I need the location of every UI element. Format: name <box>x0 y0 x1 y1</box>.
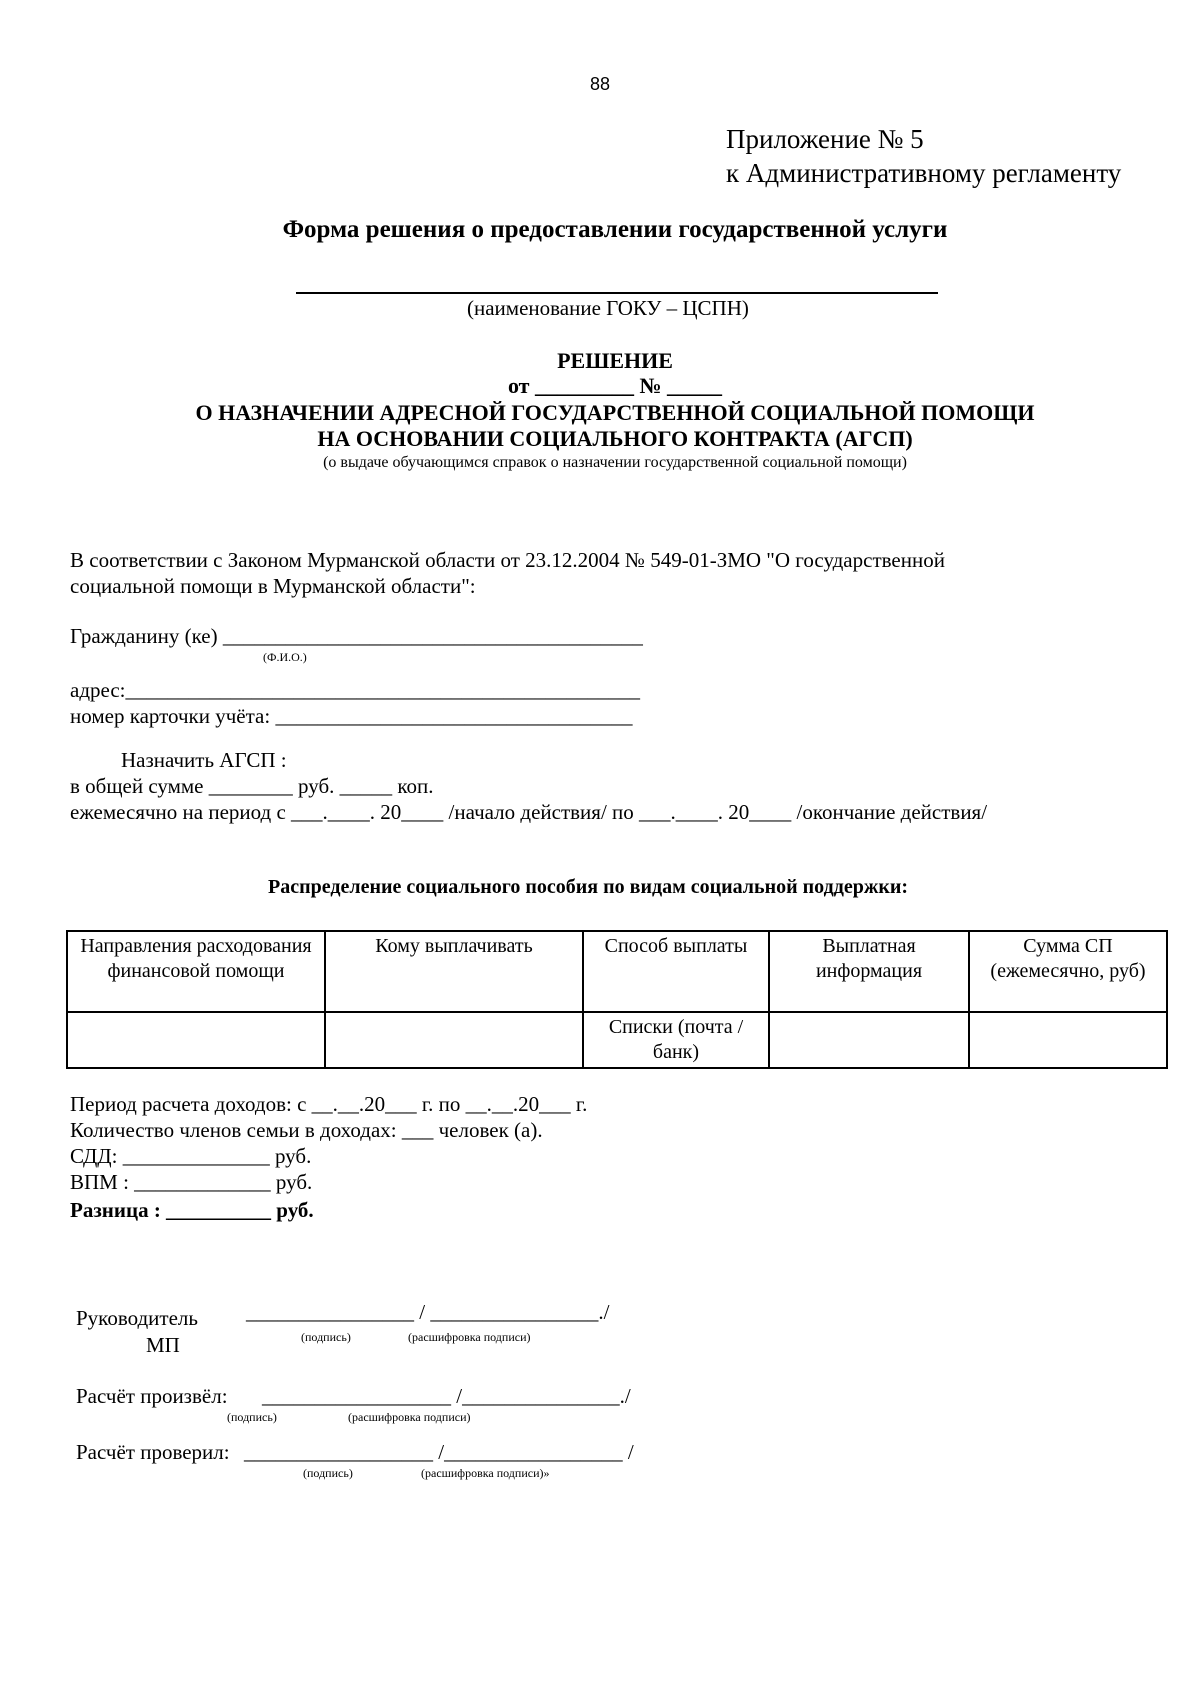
table-cell <box>769 1012 969 1068</box>
decision-subject-line-2: НА ОСНОВАНИИ СОЦИАЛЬНОГО КОНТРАКТА (АГСП) <box>317 426 913 451</box>
calc-label: Расчёт произвёл: <box>76 1384 228 1408</box>
table-header-row <box>67 931 1167 1012</box>
table-cell <box>325 1012 583 1068</box>
head-label: Руководитель <box>76 1306 198 1330</box>
decision-title: РЕШЕНИЕ <box>557 348 673 373</box>
stamp-label: МП <box>146 1333 180 1357</box>
check-signature-lines: __________________ /_________________ / <box>244 1440 634 1464</box>
appendix-header <box>726 122 1121 190</box>
preamble-line-2: социальной помощи в Мурманской области": <box>70 574 476 598</box>
check-name-caption: (расшифровка подписи)» <box>421 1466 550 1480</box>
page-number: 88 <box>589 74 611 94</box>
table-row <box>67 1012 1167 1068</box>
header-cell: Направления расходования финансовой помощи <box>67 931 325 1012</box>
head-name-caption: (расшифровка подписи) <box>408 1330 531 1344</box>
distribution-title: Распределение социального пособия по видам социальной поддержки: <box>268 876 909 898</box>
table-cell <box>969 1012 1167 1068</box>
income-period: Период расчета доходов: с __.__.20___ г. по __.__.20___ г. <box>70 1092 588 1116</box>
calc-signature-lines: __________________ /_______________./ <box>262 1384 631 1408</box>
head-signature-lines: ________________ / ________________./ <box>246 1300 610 1324</box>
fio-caption: (Ф.И.О.) <box>263 650 307 664</box>
header-cell: Выплатная информация <box>769 931 969 1012</box>
org-name-caption: (наименование ГОКУ – ЦСПН) <box>467 296 749 320</box>
table-cell <box>67 1012 325 1068</box>
vpm-field: ВПМ : _____________ руб. <box>70 1170 313 1194</box>
decision-note: (о выдаче обучающимся справок о назначении государственной социальной помощи) <box>323 454 907 471</box>
address-field: адрес:_________________________________________________ <box>70 678 641 702</box>
header-cell: Кому выплачивать <box>325 931 583 1012</box>
distribution-table <box>66 930 1168 1069</box>
check-label: Расчёт проверил: <box>76 1440 230 1464</box>
preamble-line-1: В соответствии с Законом Мурманской области от 23.12.2004 № 549-01-ЗМО "О государственной <box>70 548 945 572</box>
check-signature-caption: (подпись) <box>303 1466 353 1480</box>
family-members: Количество членов семьи в доходах: ___ человек (а). <box>70 1118 543 1142</box>
header-cell: Способ выплаты <box>583 931 769 1012</box>
header-cell: Сумма СП (ежемесячно, руб) <box>969 931 1167 1012</box>
org-name-line <box>296 292 938 294</box>
calc-signature-caption: (подпись) <box>227 1410 277 1424</box>
appendix-line-2: к Административному регламенту <box>726 158 1122 188</box>
sdd-field: СДД: ______________ руб. <box>70 1144 312 1168</box>
citizen-field: Гражданину (ке) ________________________________________ <box>70 624 643 648</box>
table-cell: Списки (почта / банк) <box>583 1012 769 1068</box>
decision-date-number: от _________ № _____ <box>507 373 723 398</box>
head-signature-caption: (подпись) <box>301 1330 351 1344</box>
difference-field: Разница : __________ руб. <box>70 1198 314 1222</box>
assign-sum: в общей сумме ________ руб. _____ коп. <box>70 774 434 798</box>
appendix-line-1: Приложение № 5 <box>726 124 924 154</box>
decision-subject-line-1: О НАЗНАЧЕНИИ АДРЕСНОЙ ГОСУДАРСТВЕННОЙ СОЦИАЛЬНОЙ ПОМОЩИ <box>195 400 1035 425</box>
card-number-field: номер карточки учёта: __________________________________ <box>70 704 633 728</box>
assign-heading: Назначить АГСП : <box>121 748 287 772</box>
assign-period: ежемесячно на период с ___.____. 20____ /начало действия/ по ___.____. 20____ /окончание действия/ <box>70 800 988 824</box>
form-title: Форма решения о предоставлении государственной услуги <box>282 216 948 243</box>
calc-name-caption: (расшифровка подписи) <box>348 1410 471 1424</box>
